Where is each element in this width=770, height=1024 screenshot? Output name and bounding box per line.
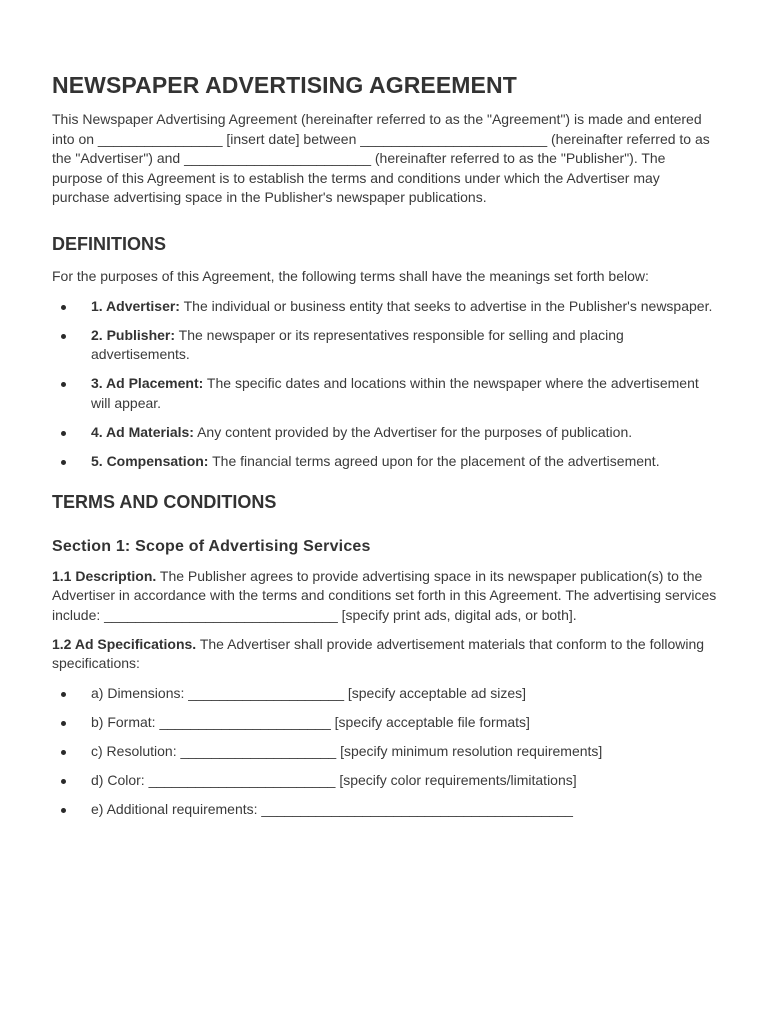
definition-term: 1. Advertiser: xyxy=(91,297,180,314)
bullet-icon xyxy=(61,382,66,387)
bullet-icon xyxy=(61,334,66,339)
definition-term: 4. Ad Materials: xyxy=(91,424,194,441)
list-item xyxy=(52,374,718,413)
list-item xyxy=(52,800,718,820)
section-1-heading: Section 1: Scope of Advertising Services xyxy=(52,537,371,555)
description-lead: 1.1 Description. xyxy=(52,567,157,584)
specifications-list xyxy=(52,684,718,820)
definition-term: 2. Publisher: xyxy=(91,326,176,343)
bullet-icon xyxy=(61,779,66,784)
list-item xyxy=(52,297,718,317)
specifications-paragraph xyxy=(52,635,718,674)
specifications-lead: 1.2 Ad Specifications. xyxy=(52,635,197,652)
spec-text: b) Format: ______________________ [specify acceptable file formats] xyxy=(91,713,530,730)
definition-text: The financial terms agreed upon for the placement of the advertisement. xyxy=(208,453,660,470)
bullet-icon xyxy=(61,692,66,697)
list-item xyxy=(52,423,718,443)
list-item xyxy=(52,684,718,704)
description-paragraph xyxy=(52,567,718,626)
specifications-text: The Advertiser shall provide advertisement materials that conform to the following specifications: xyxy=(52,635,705,672)
bullet-icon xyxy=(61,721,66,726)
spec-text: d) Color: ________________________ [specify color requirements/limitations] xyxy=(91,772,577,789)
bullet-icon xyxy=(61,431,66,436)
bullet-icon xyxy=(61,305,66,310)
definition-text: The individual or business entity that seeks to advertise in the Publisher's newspaper. xyxy=(179,297,713,314)
description-text: The Publisher agrees to provide advertising space in its newspaper publication(s) to the Advertiser in accordance with the terms and conditions set forth in this Agreement. The advertising services include: ______________________________ [specify print ads, digital ads, or both]. xyxy=(52,567,717,623)
definition-text: The newspaper or its representatives responsible for selling and placing advertisements. xyxy=(91,326,624,363)
intro-paragraph: This Newspaper Advertising Agreement (hereinafter referred to as the "Agreement") is made and entered into on ________________ [insert date] between ________________________ (hereinafter referred to as the "Advertiser") and ________________________ (hereinafter referred to as the "Publisher"). The purpose of this Agreement is to establish the terms and conditions under which the Advertiser may purchase advertising space in the Publisher's newspaper publications. xyxy=(52,111,710,206)
spec-text: a) Dimensions: ____________________ [specify acceptable ad sizes] xyxy=(91,684,527,701)
list-item xyxy=(52,452,718,472)
list-item xyxy=(52,713,718,733)
spec-text: e) Additional requirements: ________________________________________ xyxy=(91,801,573,818)
document-title: NEWSPAPER ADVERTISING AGREEMENT xyxy=(52,72,517,98)
definition-text: Any content provided by the Advertiser for the purposes of publication. xyxy=(193,424,633,441)
bullet-icon xyxy=(61,460,66,465)
definition-term: 3. Ad Placement: xyxy=(91,375,204,392)
bullet-icon xyxy=(61,750,66,755)
list-item xyxy=(52,771,718,791)
definition-term: 5. Compensation: xyxy=(91,453,209,470)
list-item xyxy=(52,326,718,365)
list-item xyxy=(52,742,718,762)
definitions-heading: DEFINITIONS xyxy=(52,233,167,254)
terms-heading: TERMS AND CONDITIONS xyxy=(52,491,277,512)
definitions-list xyxy=(52,297,718,472)
spec-text: c) Resolution: ____________________ [specify minimum resolution requirements] xyxy=(91,743,603,760)
definition-text: The specific dates and locations within the newspaper where the advertisement will appear. xyxy=(91,375,699,411)
definitions-intro: For the purposes of this Agreement, the following terms shall have the meanings set forth below: xyxy=(52,267,649,284)
bullet-icon xyxy=(61,808,66,813)
